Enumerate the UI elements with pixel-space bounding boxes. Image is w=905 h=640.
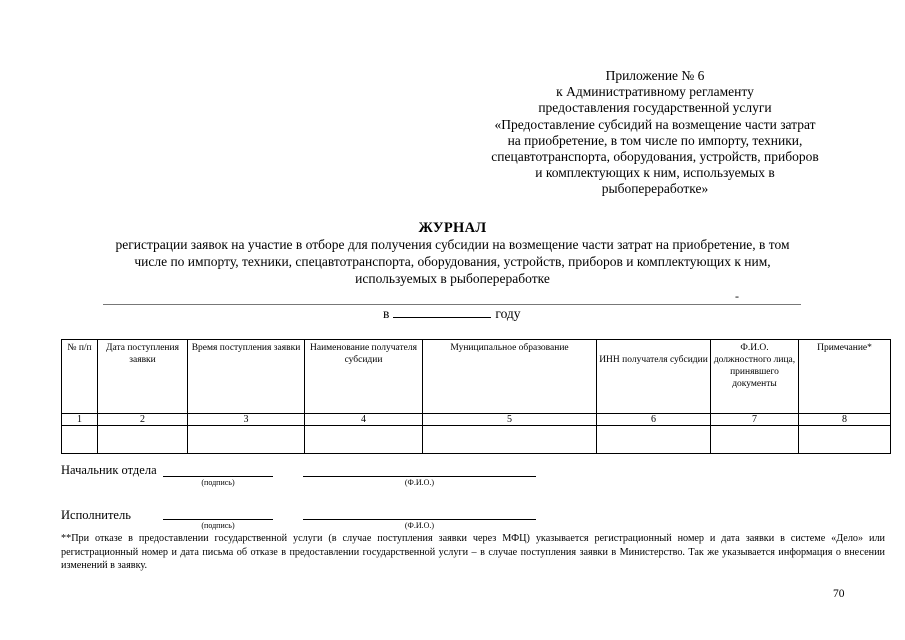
year-line xyxy=(383,306,521,322)
year-prefix: в xyxy=(383,306,390,321)
journal-title: ЖУРНАЛ xyxy=(418,220,487,236)
appendix-line: спецавтотранспорта, оборудования, устройств, приборов xyxy=(491,149,819,165)
executor-signature-line xyxy=(163,519,273,520)
executor-signature-caption: (подпись) xyxy=(201,521,235,530)
journal-table xyxy=(61,339,891,454)
table-cell xyxy=(423,426,597,454)
page-number: 70 xyxy=(833,588,845,600)
col-header-time: Время поступления заявки xyxy=(188,340,305,414)
head-signature-caption: (подпись) xyxy=(201,478,235,487)
table-cell xyxy=(188,426,305,454)
col-header-note: Примечание* xyxy=(799,340,891,414)
col-number: 2 xyxy=(98,414,188,426)
year-suffix: году xyxy=(495,306,521,321)
head-name-caption: (Ф.И.О.) xyxy=(404,478,435,487)
col-header-inn: ИНН получателя субсидии xyxy=(597,340,711,414)
table-cell xyxy=(98,426,188,454)
col-header-municipality: Муниципальное образование xyxy=(423,340,597,414)
journal-subtitle-line: числе по импорту, техники, спецавтотранспорта, оборудования, устройств, приборов и комплектующих к ним, xyxy=(134,254,771,269)
footnote: **При отказе в предоставлении государственной услуги (в случае поступления заявки через МФЦ) указывается регистрационный номер и дата заявки в системе «Дело» или регистрационный номер и дата письма об отказе в предоставлении государственной услуги – в случае поступления заявки в Министерство. Так же указывается информация о внесении изменений в заявку. xyxy=(61,533,885,571)
executor-label: Исполнитель xyxy=(61,508,131,522)
dash-mark: - xyxy=(735,289,739,303)
col-number: 6 xyxy=(597,414,711,426)
table-cell xyxy=(597,426,711,454)
appendix-line: на приобретение, в том числе по импорту, техники, xyxy=(507,132,803,148)
executor-name-line xyxy=(303,519,536,520)
appendix-line: и комплектующих к ним, используемых в xyxy=(535,165,775,181)
appendix-line: предоставления государственной услуги xyxy=(538,100,772,116)
head-name-line xyxy=(303,476,536,477)
col-header-date: Дата поступления заявки xyxy=(98,340,188,414)
journal-subtitle-line: регистрации заявок на участие в отборе для получения субсидии на возмещение части затрат на приобретение, в том xyxy=(115,237,790,252)
col-number: 5 xyxy=(423,414,597,426)
col-header-number: № п/п xyxy=(62,340,98,414)
col-number: 4 xyxy=(305,414,423,426)
col-number: 3 xyxy=(188,414,305,426)
appendix-line: Приложение № 6 xyxy=(605,68,705,83)
head-of-department-label: Начальник отдела xyxy=(61,463,157,477)
col-header-official: Ф.И.О. должностного лица, принявшего документы xyxy=(711,340,799,414)
journal-subtitle xyxy=(60,236,845,287)
appendix-line: к Административному регламенту xyxy=(556,84,754,100)
col-header-recipient: Наименование получателя субсидии xyxy=(305,340,423,414)
col-number: 7 xyxy=(711,414,799,426)
col-number: 1 xyxy=(62,414,98,426)
blank-fill-line xyxy=(103,304,801,305)
year-blank xyxy=(393,306,491,318)
appendix-header xyxy=(470,68,840,198)
appendix-line: рыбопереработке» xyxy=(601,181,709,197)
table-cell xyxy=(711,426,799,454)
table-cell xyxy=(62,426,98,454)
table-header-row xyxy=(62,340,891,414)
table-numbers-row xyxy=(62,414,891,426)
col-number: 8 xyxy=(799,414,891,426)
head-signature-line xyxy=(163,476,273,477)
journal-subtitle-line: используемых в рыбопереработке xyxy=(355,271,550,286)
table-row xyxy=(62,426,891,454)
table-cell xyxy=(799,426,891,454)
appendix-line: «Предоставление субсидий на возмещение части затрат xyxy=(494,116,816,132)
executor-name-caption: (Ф.И.О.) xyxy=(404,521,435,530)
table-cell xyxy=(305,426,423,454)
